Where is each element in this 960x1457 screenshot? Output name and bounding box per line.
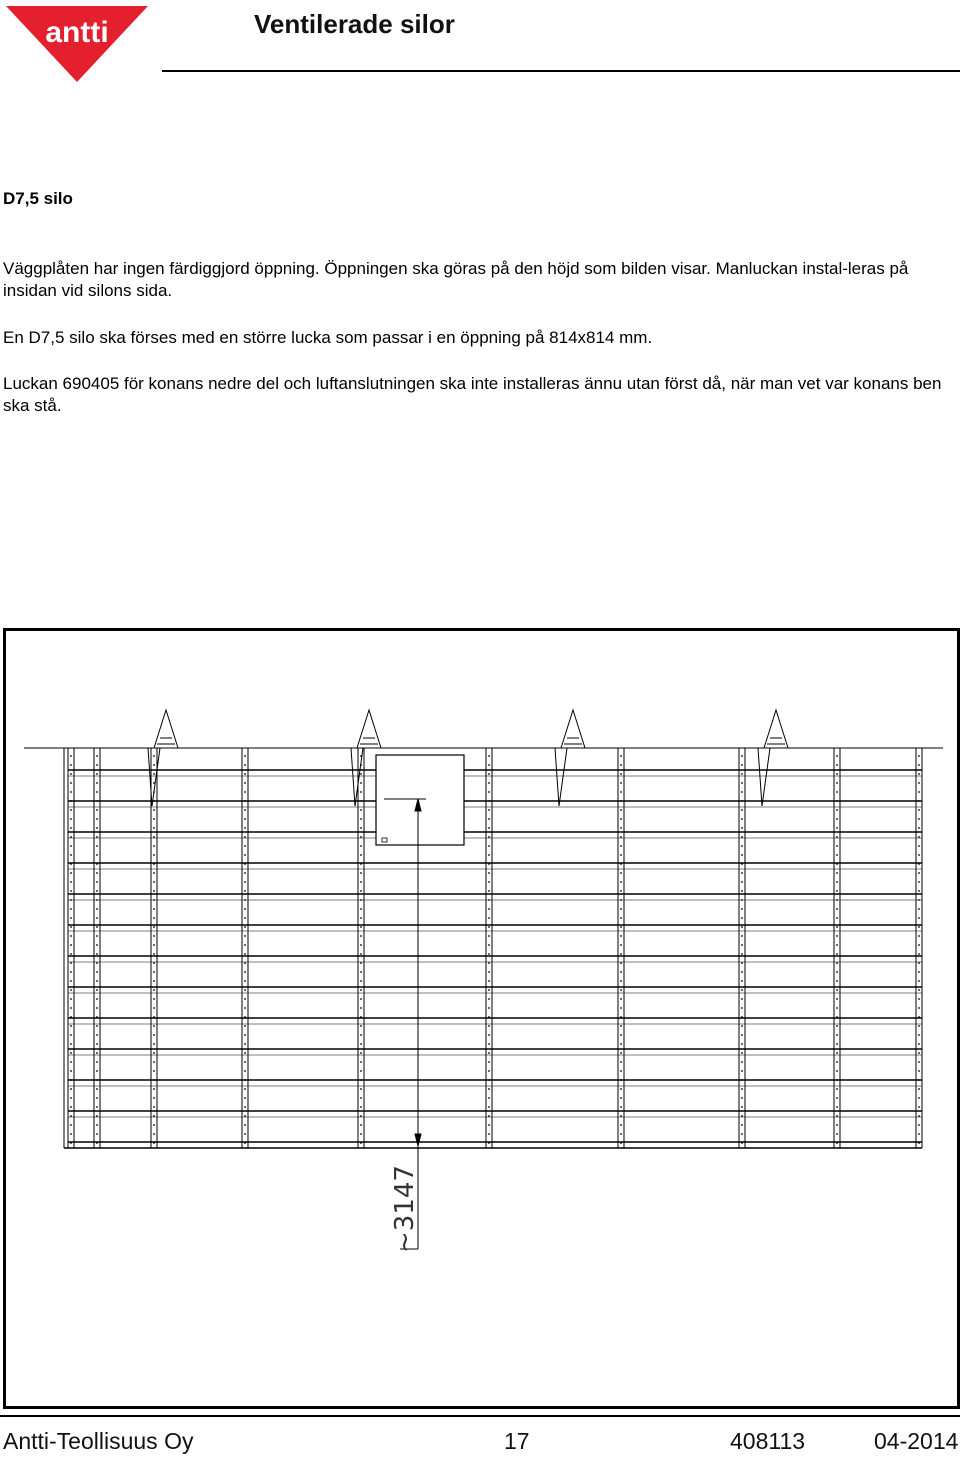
footer-document-number: 408113 — [730, 1428, 806, 1454]
footer-company: Antti-Teollisuus Oy — [3, 1428, 194, 1454]
silo-wall-drawing-icon — [6, 631, 957, 1406]
access-door-opening-icon — [376, 755, 464, 845]
logo-text: antti — [45, 16, 109, 49]
footer-page-number: 17 — [504, 1428, 530, 1454]
paragraph-wall-opening: Väggplåten har ingen färdiggjord öppning. Öppningen ska göras på den höjd som bilden visar. Manluckan instal-leras på insidan vid silons sida. — [3, 259, 909, 300]
paragraph-cone-hatch: Luckan 690405 för konans nedre del och luftanslutningen ska inte installeras ännu utan först då, när man vet var konans ben ska stå. — [3, 374, 942, 415]
footer-divider — [0, 1415, 960, 1417]
dimension-label: ~3147 — [390, 1165, 420, 1253]
antti-logo-icon — [4, 4, 150, 84]
header-divider — [162, 70, 960, 72]
technical-drawing-frame — [3, 628, 960, 1409]
page-title: Ventilerade silor — [254, 9, 455, 39]
paragraph-door-size: En D7,5 silo ska förses med en större lucka som passar i en öppning på 814x814 mm. — [3, 328, 653, 347]
footer-date: 04-2014 — [874, 1428, 959, 1454]
section-heading: D7,5 silo — [3, 189, 73, 208]
